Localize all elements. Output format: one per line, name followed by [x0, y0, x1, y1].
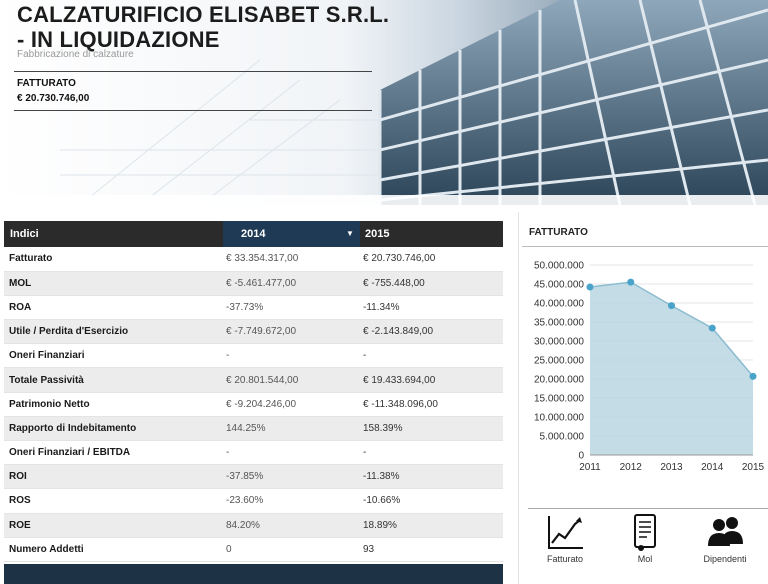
data-point	[750, 373, 757, 380]
row-value: € -7.749.672,00	[223, 320, 360, 344]
row-value: 158.39%	[360, 416, 503, 440]
data-point	[627, 279, 634, 286]
row-value: € 20.730.746,00	[360, 247, 503, 271]
row-value: 93	[360, 537, 503, 561]
column-header-2015-label: 2015	[365, 228, 390, 240]
revenue-area-chart	[518, 248, 768, 476]
x-tick-label: 2013	[660, 462, 683, 473]
people-icon	[705, 512, 745, 552]
tile-fatturato[interactable]	[530, 512, 600, 578]
line-chart-icon	[545, 512, 585, 552]
data-point	[587, 284, 594, 291]
y-tick-label: 25.000.000	[533, 355, 584, 367]
data-point	[709, 325, 716, 332]
divider	[14, 71, 372, 72]
row-label: Totale Passività	[4, 368, 223, 392]
row-label: Patrimonio Netto	[4, 392, 223, 416]
company-name: CALZATURIFICIO ELISABET S.R.L. - IN LIQUIDAZIONE	[17, 2, 390, 52]
tile-mol[interactable]	[610, 512, 680, 578]
row-label: Rapporto di Indebitamento	[4, 416, 223, 440]
tile-label: Dipendenti	[703, 554, 747, 564]
y-tick-label: 5.000.000	[539, 431, 584, 443]
table-row	[4, 416, 503, 440]
row-label: Oneri Finanziari	[4, 344, 223, 368]
table-row	[4, 295, 503, 319]
table-row	[4, 368, 503, 392]
table-row	[4, 247, 503, 271]
row-value: 84.20%	[223, 513, 360, 537]
row-label: ROI	[4, 465, 223, 489]
y-tick-label: 15.000.000	[533, 393, 584, 405]
table-row	[4, 271, 503, 295]
chart-title: FATTURATO	[529, 227, 588, 238]
divider	[528, 508, 768, 509]
row-value: € -2.143.849,00	[360, 320, 503, 344]
row-value: € -11.348.096,00	[360, 392, 503, 416]
row-value: -	[223, 441, 360, 465]
row-value: -	[360, 441, 503, 465]
y-tick-label: 40.000.000	[533, 298, 584, 310]
indices-table	[4, 221, 503, 562]
table-row	[4, 513, 503, 537]
data-point	[668, 302, 675, 309]
row-value: -37.73%	[223, 295, 360, 319]
revenue-value: € 20.730.746,00	[17, 93, 90, 104]
company-activity: Fabbricazione di calzature	[17, 49, 134, 60]
table-row	[4, 320, 503, 344]
row-label: ROE	[4, 513, 223, 537]
row-label: ROA	[4, 295, 223, 319]
y-tick-label: 45.000.000	[533, 279, 584, 291]
table-header-row	[4, 221, 503, 247]
row-value: 0	[223, 537, 360, 561]
company-hero	[0, 0, 768, 205]
row-value: -	[223, 344, 360, 368]
column-header-2014[interactable]: 2014	[223, 221, 360, 247]
y-tick-label: 10.000.000	[533, 412, 584, 424]
row-label: Utile / Perdita d'Esercizio	[4, 320, 223, 344]
row-value: € -5.461.477,00	[223, 271, 360, 295]
x-tick-label: 2012	[619, 462, 642, 473]
table-row	[4, 441, 503, 465]
row-value: € -9.204.246,00	[223, 392, 360, 416]
row-label: Numero Addetti	[4, 537, 223, 561]
row-value: -11.38%	[360, 465, 503, 489]
table-row	[4, 344, 503, 368]
row-value: -	[360, 344, 503, 368]
document-icon	[625, 512, 665, 552]
tile-label: Fatturato	[546, 554, 584, 564]
row-label: MOL	[4, 271, 223, 295]
table-row	[4, 465, 503, 489]
row-value: € 20.801.544,00	[223, 368, 360, 392]
table-row	[4, 537, 503, 561]
x-tick-label: 2015	[741, 462, 765, 473]
y-tick-label: 30.000.000	[533, 336, 584, 348]
row-value: 144.25%	[223, 416, 360, 440]
y-tick-label: 35.000.000	[533, 317, 584, 329]
divider	[14, 110, 372, 111]
table-row	[4, 392, 503, 416]
table-footer-bar	[4, 564, 503, 584]
table-row	[4, 489, 503, 513]
divider	[522, 246, 768, 247]
row-value: € 33.354.317,00	[223, 247, 360, 271]
revenue-label: FATTURATO	[17, 78, 76, 89]
row-value: 18.89%	[360, 513, 503, 537]
row-value: -37.85%	[223, 465, 360, 489]
row-label: Oneri Finanziari / EBITDA	[4, 441, 223, 465]
x-tick-label: 2014	[701, 462, 724, 473]
sort-down-icon[interactable]: ▼	[346, 229, 354, 238]
row-value: -11.34%	[360, 295, 503, 319]
row-label: ROS	[4, 489, 223, 513]
tile-label: Mol	[637, 554, 653, 564]
y-tick-label: 20.000.000	[533, 374, 584, 386]
x-tick-label: 2011	[579, 462, 601, 473]
row-value: -10.66%	[360, 489, 503, 513]
row-value: € -755.448,00	[360, 271, 503, 295]
y-tick-label: 50.000.000	[533, 260, 584, 272]
row-value: € 19.433.694,00	[360, 368, 503, 392]
row-value: -23.60%	[223, 489, 360, 513]
column-header-indices[interactable]: Indici	[4, 221, 223, 247]
column-header-2015[interactable]	[346, 221, 503, 247]
y-tick-label: 0	[578, 450, 584, 462]
tile-dipendenti[interactable]	[690, 512, 760, 578]
row-label: Fatturato	[4, 247, 223, 271]
